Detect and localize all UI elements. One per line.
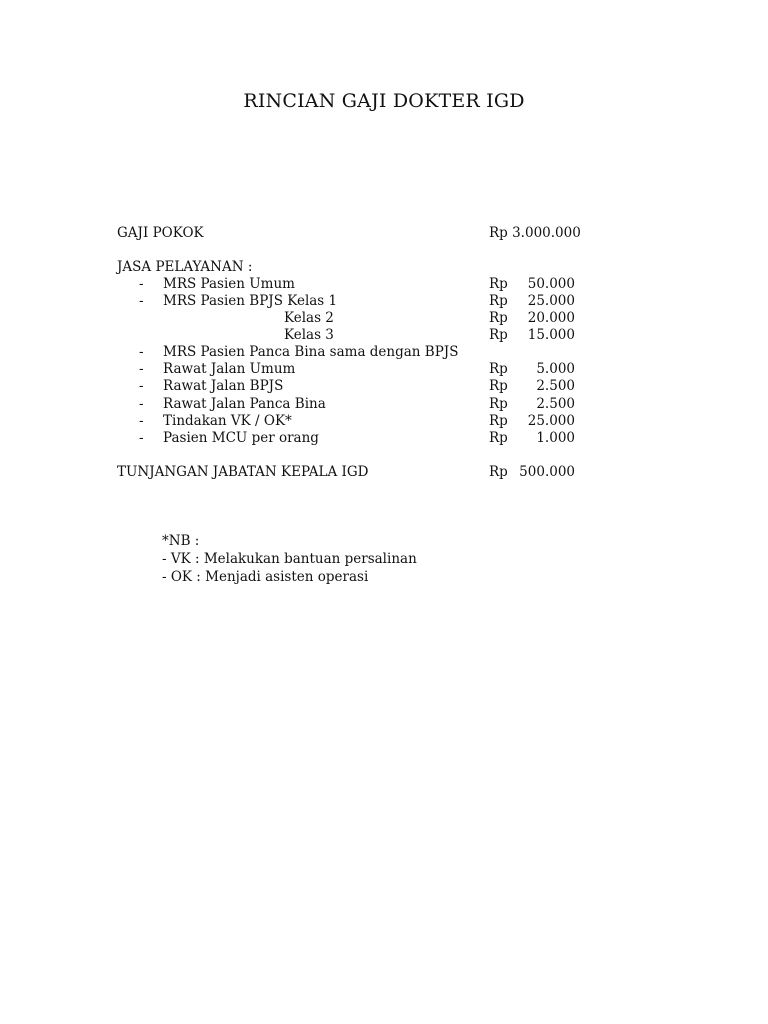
item-label: MRS Pasien Panca Bina sama dengan BPJS: [163, 344, 459, 360]
item-sub-label: Kelas 2: [284, 310, 334, 326]
list-item: [0, 378, 768, 395]
list-item: [0, 413, 768, 430]
item-label: MRS Pasien BPJS Kelas 1: [163, 293, 338, 309]
tunjangan-row: [0, 464, 768, 481]
item-amount: 2.500: [536, 378, 575, 394]
note-text: - VK : Melakukan bantuan persalinan: [162, 551, 417, 567]
gaji-pokok-row: [0, 225, 768, 242]
list-bullet-dash: -: [139, 361, 144, 377]
list-item: [0, 396, 768, 413]
item-amount: 50.000: [527, 276, 575, 292]
currency-label: Rp: [489, 464, 508, 480]
list-bullet-dash: -: [139, 344, 144, 360]
list-bullet-dash: -: [139, 378, 144, 394]
gaji-pokok-value: Rp 3.000.000: [489, 225, 581, 241]
list-item: [0, 276, 768, 293]
currency-label: Rp: [489, 276, 508, 292]
list-item: [0, 293, 768, 310]
notes-heading-row: [0, 533, 768, 550]
list-bullet-dash: -: [139, 430, 144, 446]
list-item: [0, 327, 768, 344]
tunjangan-label: TUNJANGAN JABATAN KEPALA IGD: [117, 464, 369, 480]
item-amount: 25.000: [527, 413, 575, 429]
notes-heading: *NB :: [162, 533, 200, 549]
item-label: Rawat Jalan BPJS: [163, 378, 284, 394]
currency-label: Rp: [489, 327, 508, 343]
gaji-pokok-label: GAJI POKOK: [117, 225, 204, 241]
item-label: Tindakan VK / OK*: [163, 413, 292, 429]
currency-label: Rp: [489, 396, 508, 412]
currency-label: Rp: [489, 413, 508, 429]
currency-label: Rp: [489, 310, 508, 326]
item-label: Rawat Jalan Panca Bina: [163, 396, 326, 412]
jasa-pelayanan-heading-row: [0, 259, 768, 276]
currency-label: Rp: [489, 430, 508, 446]
item-amount: 25.000: [527, 293, 575, 309]
item-amount: 5.000: [536, 361, 575, 377]
note-text: - OK : Menjadi asisten operasi: [162, 569, 369, 585]
list-item: [0, 344, 768, 361]
jasa-pelayanan-heading: JASA PELAYANAN :: [117, 259, 253, 275]
list-bullet-dash: -: [139, 293, 144, 309]
item-label: MRS Pasien Umum: [163, 276, 295, 292]
item-amount: 1.000: [536, 430, 575, 446]
list-bullet-dash: -: [139, 396, 144, 412]
item-label: Pasien MCU per orang: [163, 430, 319, 446]
list-item: [0, 430, 768, 447]
document-title: RINCIAN GAJI DOKTER IGD: [243, 90, 525, 112]
tunjangan-amount: 500.000: [519, 464, 575, 480]
currency-label: Rp: [489, 361, 508, 377]
note-line: [0, 551, 768, 568]
item-amount: 2.500: [536, 396, 575, 412]
list-item: [0, 310, 768, 327]
item-amount: 15.000: [527, 327, 575, 343]
item-label: Rawat Jalan Umum: [163, 361, 296, 377]
list-bullet-dash: -: [139, 413, 144, 429]
list-bullet-dash: -: [139, 276, 144, 292]
currency-label: Rp: [489, 293, 508, 309]
item-amount: 20.000: [527, 310, 575, 326]
item-sub-label: Kelas 3: [284, 327, 334, 343]
currency-label: Rp: [489, 378, 508, 394]
note-line: [0, 569, 768, 586]
list-item: [0, 361, 768, 378]
